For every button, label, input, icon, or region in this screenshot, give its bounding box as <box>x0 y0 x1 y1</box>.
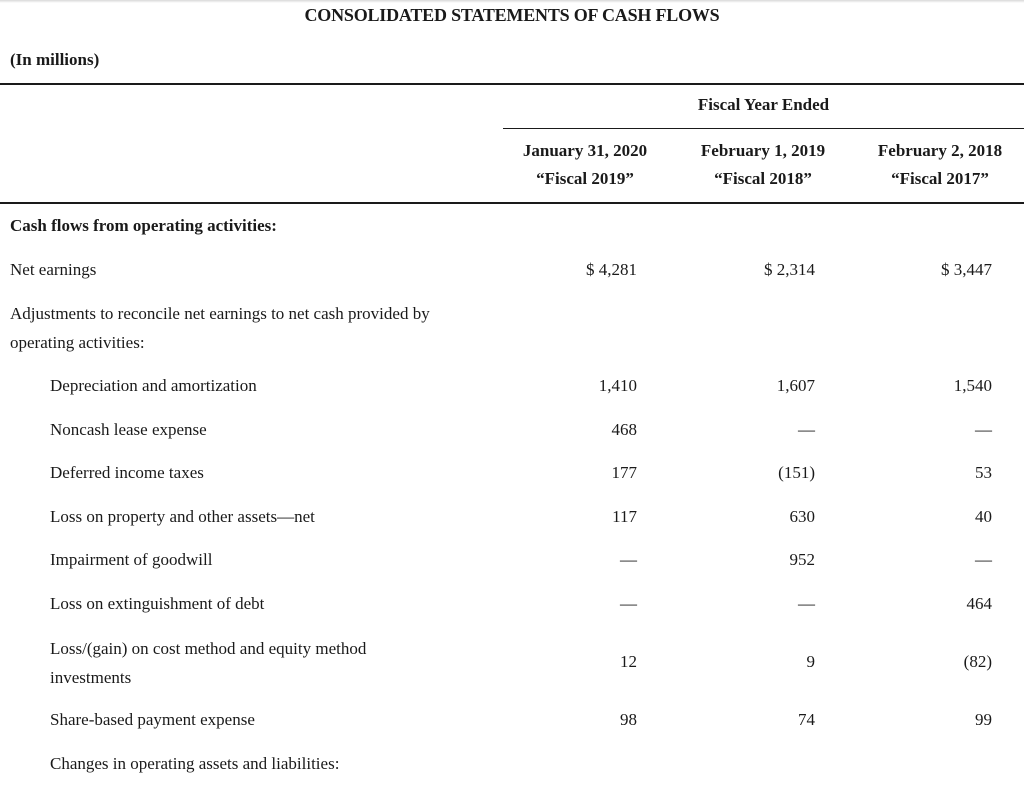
net-earnings-col3: $ 3,447 <box>941 260 992 279</box>
section-operating-heading: Cash flows from operating activities: <box>10 216 277 235</box>
col2-label: “Fiscal 2018” <box>714 169 812 188</box>
col3-label: “Fiscal 2017” <box>891 169 989 188</box>
adjustments-label: Adjustments to reconcile net earnings to net cash provided by operating activities: <box>10 304 430 352</box>
row-label: Deferred income taxes <box>50 463 204 482</box>
row-value-col2: — <box>798 420 815 439</box>
row-value-col1: 117 <box>612 507 637 526</box>
row-value-col1: 98 <box>620 710 637 729</box>
row-label: Share-based payment expense <box>50 710 255 729</box>
row-value-col2: 630 <box>789 507 815 526</box>
row-value-col1: — <box>620 550 637 569</box>
row-label: Loss on property and other assets—net <box>50 507 315 526</box>
row-value-col3: — <box>975 550 992 569</box>
row-value-col1: 12 <box>620 652 637 671</box>
row-value-col3: 464 <box>966 594 992 613</box>
col1-label: “Fiscal 2019” <box>536 169 634 188</box>
net-earnings-label: Net earnings <box>10 260 97 279</box>
row-value-col3: (82) <box>963 652 992 671</box>
period-header: Fiscal Year Ended <box>697 95 830 114</box>
row-value-col2: 9 <box>806 652 815 671</box>
row-value-col2: — <box>798 594 815 613</box>
net-earnings-col1: $ 4,281 <box>586 260 637 279</box>
row-value-col1: 177 <box>611 463 637 482</box>
row-label: Noncash lease expense <box>50 420 207 439</box>
row-value-col2: (151) <box>778 463 815 482</box>
row-value-col2: 1,607 <box>776 376 815 395</box>
row-value-col3: 40 <box>975 507 992 526</box>
row-label: Impairment of goodwill <box>50 550 213 569</box>
col2-date: February 1, 2019 <box>700 141 826 160</box>
statement-title: CONSOLIDATED STATEMENTS OF CASH FLOWS <box>304 5 720 25</box>
row-label: Loss/(gain) on cost method and equity method investments <box>50 639 367 687</box>
row-label: Depreciation and amortization <box>50 376 257 395</box>
row-value-col3: 1,540 <box>953 376 992 395</box>
row-value-col3: — <box>975 420 992 439</box>
changes-heading: Changes in operating assets and liabilities: <box>50 754 340 773</box>
row-value-col2: 952 <box>789 550 815 569</box>
row-value-col1: — <box>620 594 637 613</box>
row-value-col2: 74 <box>798 710 815 729</box>
header-top-rule <box>0 83 1024 85</box>
row-value-col1: 1,410 <box>598 376 637 395</box>
col3-date: February 2, 2018 <box>877 141 1003 160</box>
row-value-col3: 53 <box>975 463 992 482</box>
net-earnings-col2: $ 2,314 <box>764 260 815 279</box>
period-underline <box>503 128 1024 129</box>
top-edge <box>0 0 1024 3</box>
units-label: (In millions) <box>10 50 100 69</box>
row-value-col3: 99 <box>975 710 992 729</box>
header-bottom-rule <box>0 202 1024 204</box>
row-label: Loss on extinguishment of debt <box>50 594 265 613</box>
col1-date: January 31, 2020 <box>522 141 648 160</box>
row-value-col1: 468 <box>611 420 637 439</box>
